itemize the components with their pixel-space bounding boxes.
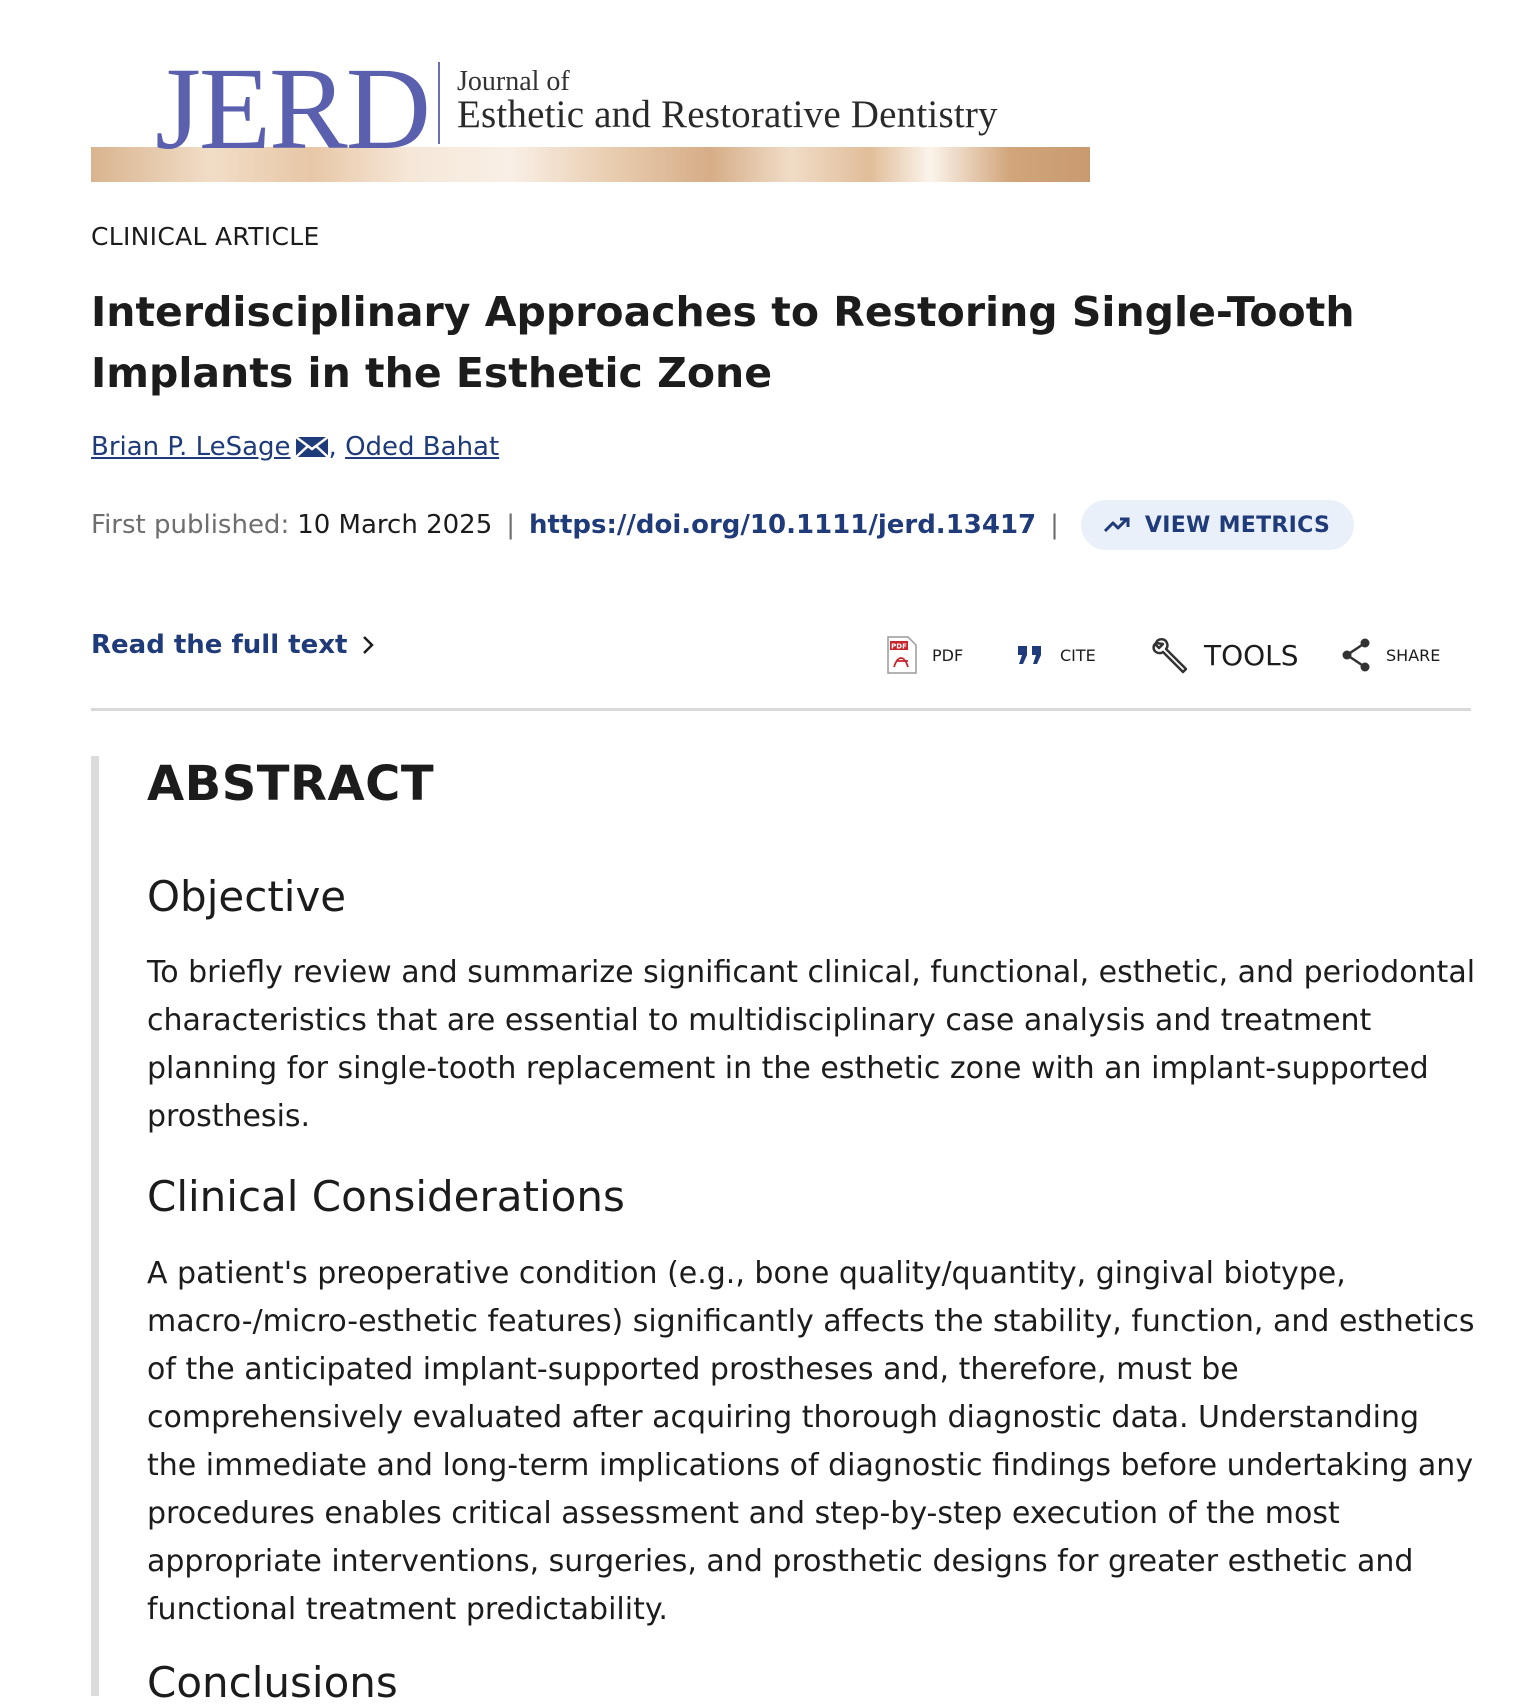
tools-button[interactable] (1150, 630, 1299, 680)
tools-label: TOOLS (1204, 638, 1299, 672)
section-heading-conclusions: Conclusions (147, 1658, 398, 1707)
separator: | (1050, 510, 1059, 540)
article-type: CLINICAL ARTICLE (91, 222, 320, 251)
section-heading-clinical-considerations: Clinical Considerations (147, 1172, 625, 1221)
trending-up-icon (1103, 516, 1131, 534)
objective-text: To briefly review and summarize significant clinical, functional, esthetic, and periodontal characteristics that are essential to multidisciplinary case analysis and treatment planning for single-tooth replacement in the esthetic zone with an implant-supported prosthesis. (147, 955, 1476, 1134)
pdf-button[interactable] (886, 630, 963, 680)
article-title: Interdisciplinary Approaches to Restoring Single-Tooth Implants in the Esthetic Zone (91, 288, 1355, 397)
read-full-text-label: Read the full text (91, 630, 348, 660)
journal-banner[interactable] (91, 52, 1090, 182)
wrench-icon (1150, 635, 1190, 675)
view-metrics-label: VIEW METRICS (1144, 512, 1331, 538)
clinical-considerations-text: A patient's preoperative condition (e.g., bone quality/quantity, gingival biotype, macro-/micro-esthetic features) significantly affects the stability, function, and esthetics of the anticipated implant-supported prostheses and, therefore, must be comprehensively evaluated after acquiring thorough diagnostic data. Understanding the immediate and long-term implications of diagnostic findings before undertaking any procedures enables critical assessment and step-by-step execution of the most appropriate interventions, surgeries, and prosthetic designs for greater esthetic and functional treatment predictability. (147, 1256, 1475, 1627)
first-published-date: 10 March 2025 (297, 510, 493, 540)
doi-link[interactable]: https://doi.org/10.1111/jerd.13417 (529, 510, 1037, 540)
cite-button[interactable] (1016, 630, 1096, 680)
mail-icon[interactable] (295, 435, 329, 459)
separator: | (506, 510, 516, 540)
pdf-label: PDF (932, 645, 964, 665)
chevron-right-icon (361, 634, 375, 656)
abstract-heading: ABSTRACT (147, 756, 435, 812)
author-separator: , (328, 432, 337, 462)
section-heading-objective: Objective (147, 872, 347, 921)
svg-text:PDF: PDF (891, 642, 907, 651)
quote-icon (1016, 644, 1046, 666)
journal-logo: JERD (155, 52, 429, 174)
cite-label: CITE (1060, 645, 1096, 665)
share-button[interactable] (1340, 630, 1440, 680)
journal-name: Esthetic and Restorative Dentistry (457, 93, 998, 136)
banner-divider (438, 62, 440, 144)
author-link[interactable]: Brian P. LeSage (91, 432, 291, 462)
share-label: SHARE (1386, 645, 1441, 665)
read-full-text-link[interactable] (91, 630, 375, 660)
author-list (91, 432, 499, 462)
abstract-section (91, 756, 1476, 1707)
share-icon (1340, 637, 1372, 673)
view-metrics-button[interactable] (1081, 500, 1354, 550)
divider (91, 708, 1471, 711)
author-link[interactable]: Oded Bahat (345, 432, 500, 462)
first-published-label: First published: (91, 510, 290, 540)
publication-info (91, 500, 1354, 550)
journal-of-text: Journal of (457, 66, 570, 97)
pdf-icon (886, 635, 918, 675)
